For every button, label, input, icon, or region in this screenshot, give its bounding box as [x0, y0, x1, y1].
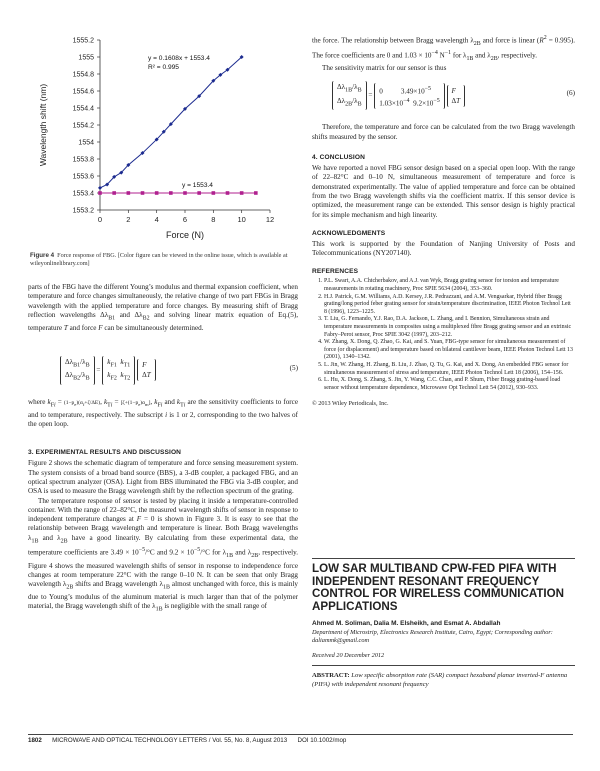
reference-list	[312, 278, 575, 392]
figure-4-chart	[28, 30, 298, 248]
data-point	[254, 191, 258, 195]
abstract	[312, 672, 575, 689]
y-tick-label: 1553.4	[72, 190, 94, 198]
fit-equation-2: y = 1553.4	[182, 182, 213, 189]
y-tick-label: 1554.2	[72, 122, 94, 130]
where-paragraph: where $k_{Fi} = (1-p_e)(\alpha_f+\zeta/\Delta E)$, $k_{Ti} = [\zeta+(1-p_e)\alpha_m]$, $k_{Fi}$ and $k_{Ti}$ are the sensitivity coefficients to force and to temperature, respectively. The subscript i is 1 or 2, corresponding to the two halves of the open loop.	[28, 398, 299, 429]
left-paragraph-3: The temperature response of sensor is tested by placing it inside a temperature-controlled container. With the range of 22–82°C, the measured wavelength shifts of sensor in response to independent temperature changes at F = 0 is shown in Figure 3. It is easy to see that the relationship between Bragg wavelength and temperature is linear. Both Bragg wavelengths $\lambda_{1B}$ and $\lambda_{2B}$ have a good linearity. By calculating from these experimental data, the temperature coefficients are $3.49 \times 10^{-5}/^\circ C$ and $9.2 \times 10^{-5}/^\circ C$ for $\lambda_{1B}$ and $\lambda_{2B}$, respectively. Figure 4 shows the measured wavelength shifts of sensor in response to independence force changes at room temperature 22°C with the range 0–10 N. It can be seen that only Bragg wavelength $\lambda_{2B}$ shifts and Bragg wavelength $\lambda_{1B}$ almost unchanged with force, this is mainly due to Young’s modulus of the aluminum material is much larger than that of the polymer material, the Bragg wavelength shift of the $\lambda_{1B}$ is negligible with the small range of	[28, 496, 299, 613]
y-tick-label: 1553.8	[72, 156, 94, 164]
copyright-notice: © 2013 Wiley Periodicals, Inc.	[312, 400, 389, 408]
equation-6: $\Delta\lambda_{1B}/\lambda_B$ $\Delta\lambda_{2B}/\lambda_B = 0$ $3.49\times 10^{-5}$ $1.03\times 10^{-4}$ $9.2\times 10^{-5}$ F ΔT (6)	[312, 79, 575, 115]
abstract-label: ABSTRACT:	[312, 672, 350, 680]
reference-item: 6. L. Hu, X. Dong, S. Zhang, S. Jin, Y. Wang, C.C. Chan, and P. Shum, Fiber Bragg grating-based load sensor without temperature dependence, Microwave Opt Technol Lett 54 (2012), 930–933.	[324, 377, 575, 392]
x-tick-label: 2	[126, 215, 131, 224]
abstract-text: Low specific absorption rate (SAR) compact hexaband planar inverted-F antenna (PIFA) with independent resonant frequency	[312, 672, 568, 688]
received-date: Received 20 December 2012	[312, 651, 385, 659]
references-heading: REFERENCES	[312, 268, 359, 276]
data-point	[98, 191, 102, 195]
acknowledgments-heading: ACKNOWLEDGMENTS	[312, 229, 386, 237]
fit-equation-1: y = 0.1608x + 1553.4	[148, 55, 210, 62]
reference-item: 3. T. Liu, G. Fernando, Y.J. Rao, D.A. Jackson, L. Zhang, and I. Bennion, Simultaneous strain and temperature measurements in composites using a multiplexed fibre Bragg grating sensor and an extrinsic Fabry–Perot sensor, Proc SPIE 3042 (1997), 203–212.	[324, 316, 575, 339]
y-tick-label: 1554.8	[72, 71, 94, 79]
data-point	[183, 191, 187, 195]
data-point	[127, 191, 131, 195]
journal-info: MICROWAVE AND OPTICAL TECHNOLOGY LETTERS / Vol. 55, No. 8, August 2013	[52, 737, 288, 744]
conclusion-paragraph: We have reported a novel FBG sensor design based on a special open loop. With the range of 22–82°C and 0–10 N, simultaneous measurement of temperature and force is demonstrated experimentally. The value of applied temperature and force can be obtained from the two Bragg wavelength shifts via the coefficient matrix. If this sensor device is optimized, the measurement range can be extended. This sensor design is highly practical for its simple mechanism and high linearity.	[312, 164, 575, 219]
abstract-divider	[312, 665, 575, 666]
new-article	[312, 563, 575, 689]
reference-item: 5. L. Jin, W. Zhang, H. Zhang, B. Liu, J. Zhao, Q. Tu, G. Kai, and X. Dong, An embedded FBG sensor for simultaneous measurement of stress and temperature, IEEE Photon Technol Lett 18 (2006), 154–156.	[324, 362, 575, 377]
article-authors: Ahmed M. Soliman, Dalia M. Elsheikh, and Esmat A. Abdallah	[312, 620, 501, 627]
data-point	[169, 191, 173, 195]
reference-item: 2. H.J. Patrick, G.M. Williams, A.D. Kersey, J.R. Pedrazzani, and A.M. Vengsarkar, Hybrid fiber Bragg grating/long period feber grating sensor for strain/temperature discrimination, IEEE Photon Technol Lett 8 (1996), 1223–1225.	[324, 294, 575, 317]
reference-item: 4. W. Zhang, X. Dong, Q. Zhao, G. Kai, and S. Yuan, FBG-type sensor for simultaneous measurement of force (or displacement) and temperature based on bilateral cantilever beam, IEEE Photon Technol Lett 13 (2001), 1340–1342.	[324, 339, 575, 362]
left-column	[28, 283, 298, 333]
x-tick-label: 4	[154, 215, 159, 224]
section-3-heading: 3. EXPERIMENTAL RESULTS AND DISCUSSION	[28, 449, 182, 457]
right-paragraph-3: Therefore, the temperature and force can be calculated from the two Bragg wavelength shifts measured by the sensor.	[312, 123, 575, 141]
caption-text: Force response of FBG. [Color figure can be viewed in the online issue, which is available at wileyonlinelibrary.com]	[30, 252, 288, 267]
equation-5: $\Delta\lambda_{B1}/\lambda_B$ $\Delta\lambda_{B2}/\lambda_B = k_{F1}$ $k_{T1}$ $k_{F2}$ $k_{T2}$ F ΔT (5)	[60, 356, 298, 385]
y-tick-label: 1555	[78, 54, 94, 62]
article-affiliation: Department of Microstrip, Electronics Research Institute, Cairo, Egypt; Corresponding author: daliammk@gmail.com	[312, 629, 553, 644]
eq5-number: (5)	[289, 364, 298, 372]
page-number: 1802	[28, 737, 42, 744]
x-tick-label: 10	[237, 215, 246, 224]
left-paragraph-1: parts of the FBG have the different Young’s modulus and thermal expansion coefficient, when temperature and force changes simultaneously, the relative change of two part FBGs in Bragg wavelength with the applied temperature and force changes. By measuring shift of Bragg reflection wavelengths $\Delta\lambda_{B1}$ and $\Delta\lambda_{B2}$ and solving linear matrix equation of Eq.(5), temperature T and force F can be simultaneously determined.	[28, 283, 298, 332]
doi: DOI 10.1002/mop	[297, 737, 347, 744]
data-point	[155, 191, 159, 195]
figure-caption	[30, 252, 296, 268]
data-point	[212, 191, 216, 195]
fit-r2-1: R² = 0.995	[148, 64, 179, 71]
article-divider	[312, 558, 575, 559]
y-axis-label: Wavelength shift (nm)	[38, 83, 48, 167]
right-paragraph-1: the force. The relationship between Bragg wavelength $\lambda_{2B}$ and force is linear $(R^2 = 0.995)$. The force coefficients are 0 and $1.03 \times 10^{-4}$ $N^{-1}$ for $\lambda_{1B}$ and $\lambda_{2B}$, respectively.	[312, 35, 575, 62]
data-point	[141, 191, 145, 195]
data-point	[98, 186, 102, 190]
caption-label: Figure 4	[30, 252, 55, 259]
y-tick-label: 1554	[78, 139, 94, 147]
y-tick-label: 1554.6	[72, 88, 94, 96]
x-tick-label: 12	[265, 215, 275, 224]
right-paragraph-2: The sensitivity matrix for our sensor is thus	[322, 64, 447, 73]
y-tick-label: 1554.4	[72, 105, 94, 113]
page-footer	[28, 737, 573, 744]
data-point	[240, 191, 244, 195]
data-point	[226, 191, 230, 195]
left-paragraph-2: Figure 2 shows the schematic diagram of temperature and force sensing measurement system. The system consists of a broad band source (BBS), a 3-dB coupler, a packaged FBG, and an optical spectrum analyzer (OSA). Light from BBS illuminated the FBG via 3-dB coupler, and OSA is used to measure the Bragg wavelength shift by the reflection spectrum of the grating.	[28, 459, 298, 496]
acknowledgments-text: This work is supported by the Foundation of Nanjing University of Posts and Telecommunications (NY207140).	[312, 239, 575, 258]
section-4-heading: 4. CONCLUSION	[312, 154, 365, 162]
eq6-number: (6)	[566, 89, 575, 98]
y-tick-label: 1553.2	[72, 207, 94, 215]
x-axis-label: Force (N)	[166, 230, 204, 240]
x-tick-label: 0	[97, 215, 103, 224]
y-tick-label: 1555.2	[72, 37, 94, 45]
data-point	[112, 191, 116, 195]
article-title: LOW SAR MULTIBAND CPW-FED PIFA WITH INDEPENDENT RESONANT FREQUENCY CONTROL FOR WIRELESS COMMUNICATION APPLICATIONS	[312, 562, 565, 613]
y-tick-label: 1553.6	[72, 173, 94, 181]
reference-item: 1. P.L. Swart, A.A. Chtcherbakov, and A.J. van Wyk, Bragg grating sensor for torsion and temperature measurements in rotating machinery, Proc SPIE 5634 (2004), 353–360.	[324, 278, 575, 293]
force-response-chart	[28, 30, 298, 248]
x-tick-label: 6	[182, 215, 188, 224]
left-column-b	[28, 398, 298, 615]
right-column	[312, 34, 575, 407]
footer-rule	[28, 734, 573, 735]
data-point	[197, 191, 201, 195]
x-tick-label: 8	[211, 215, 216, 224]
